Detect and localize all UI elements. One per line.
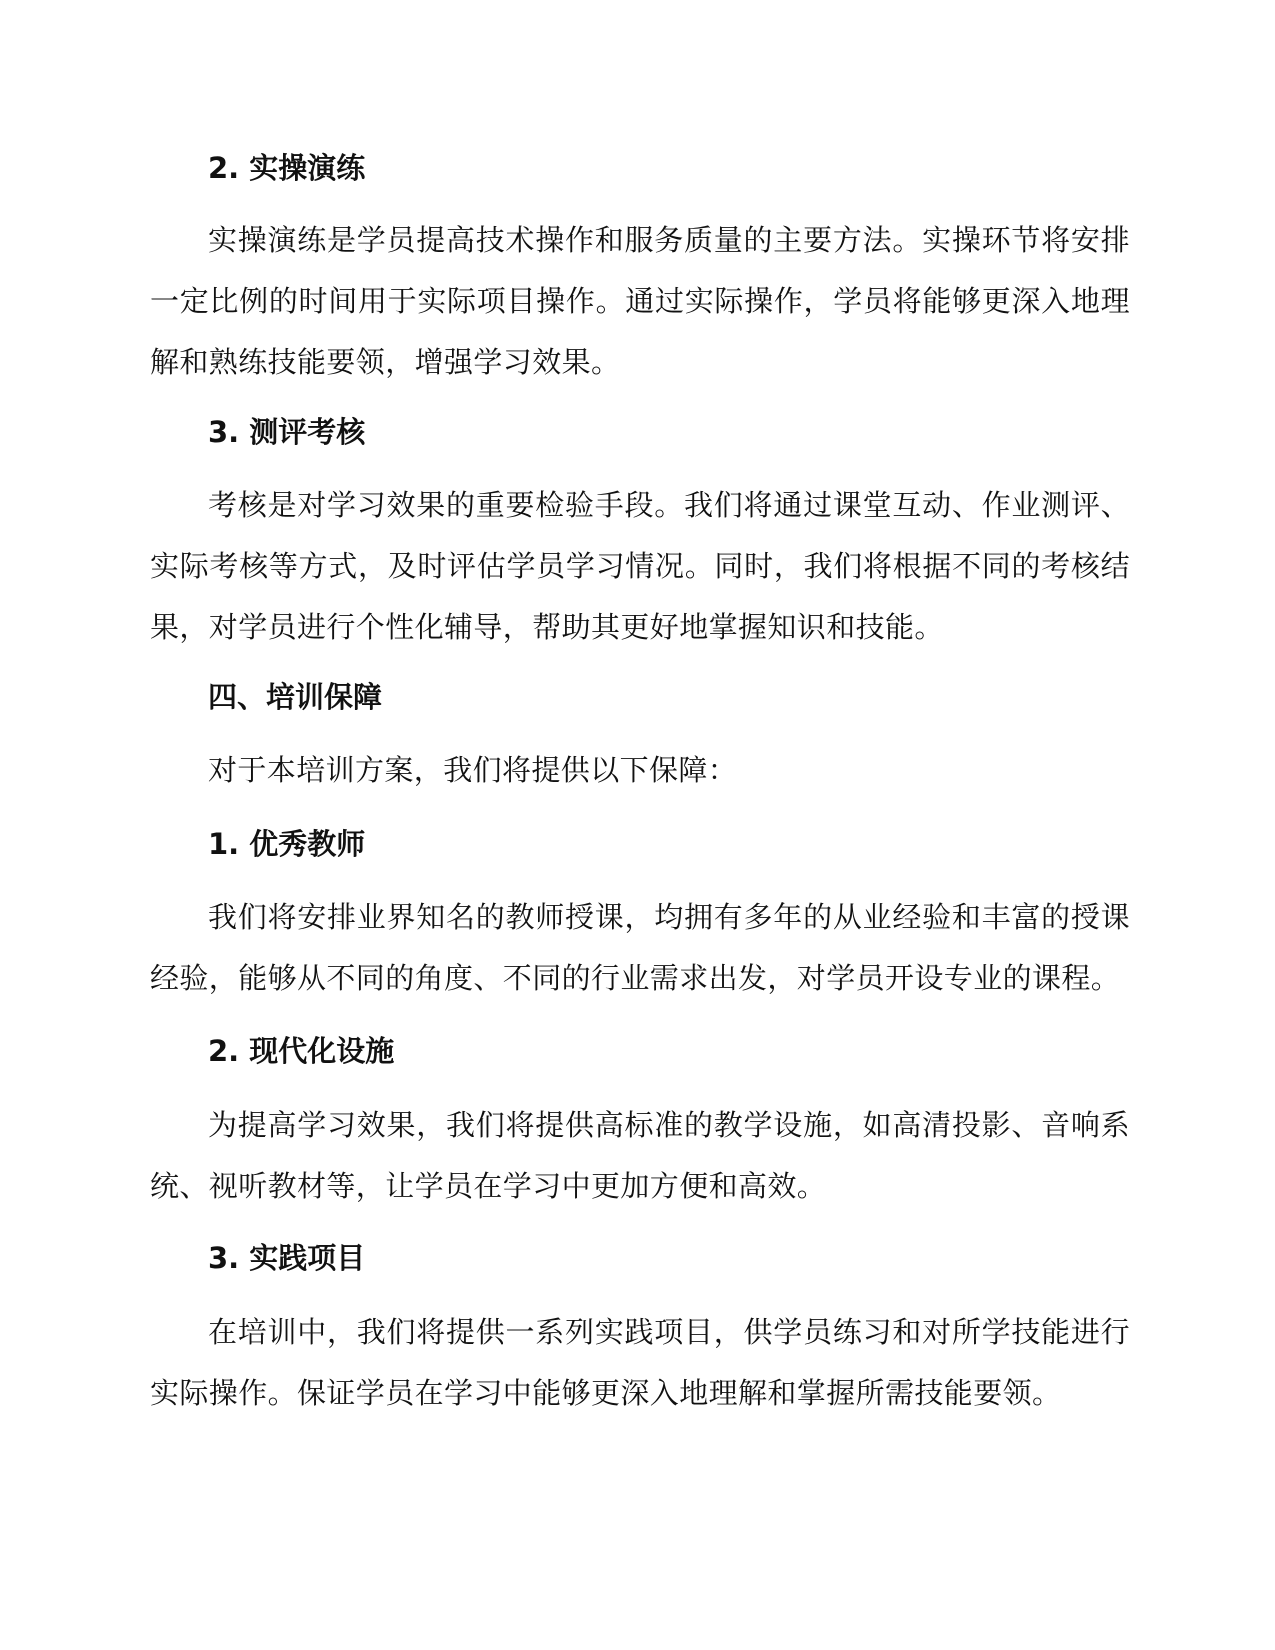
section-heading-modern-facilities: 2. 现代化设施 [208, 1034, 395, 1068]
section-heading-practice-projects: 3. 实践项目 [208, 1241, 366, 1275]
section-heading-practical-drills: 2. 实操演练 [208, 151, 366, 185]
paragraph-practical-drills: 实操演练是学员提高技术操作和服务质量的主要方法。实操环节将安排一定比例的时间用于实际项目操作。通过实际操作，学员将能够更深入地理解和熟练技能要领，增强学习效果。 [150, 223, 1130, 379]
paragraph-modern-facilities: 为提高学习效果，我们将提供高标准的教学设施，如高清投影、音响系统、视听教材等，让学员在学习中更加方便和高效。 [150, 1108, 1130, 1203]
section-heading-assessment: 3. 测评考核 [208, 415, 366, 449]
section-heading-excellent-teachers: 1. 优秀教师 [208, 827, 366, 861]
section-heading-training-guarantee: 四、培训保障 [208, 680, 383, 714]
paragraph-excellent-teachers: 我们将安排业界知名的教师授课，均拥有多年的从业经验和丰富的授课经验，能够从不同的角度、不同的行业需求出发，对学员开设专业的课程。 [150, 900, 1130, 995]
paragraph-guarantee-intro: 对于本培训方案，我们将提供以下保障： [208, 753, 738, 787]
paragraph-assessment: 考核是对学习效果的重要检验手段。我们将通过课堂互动、作业测评、实际考核等方式，及时评估学员学习情况。同时，我们将根据不同的考核结果，对学员进行个性化辅导，帮助其更好地掌握知识和技能。 [150, 488, 1130, 644]
paragraph-practice-projects: 在培训中，我们将提供一系列实践项目，供学员练习和对所学技能进行实际操作。保证学员在学习中能够更深入地理解和掌握所需技能要领。 [150, 1315, 1130, 1410]
